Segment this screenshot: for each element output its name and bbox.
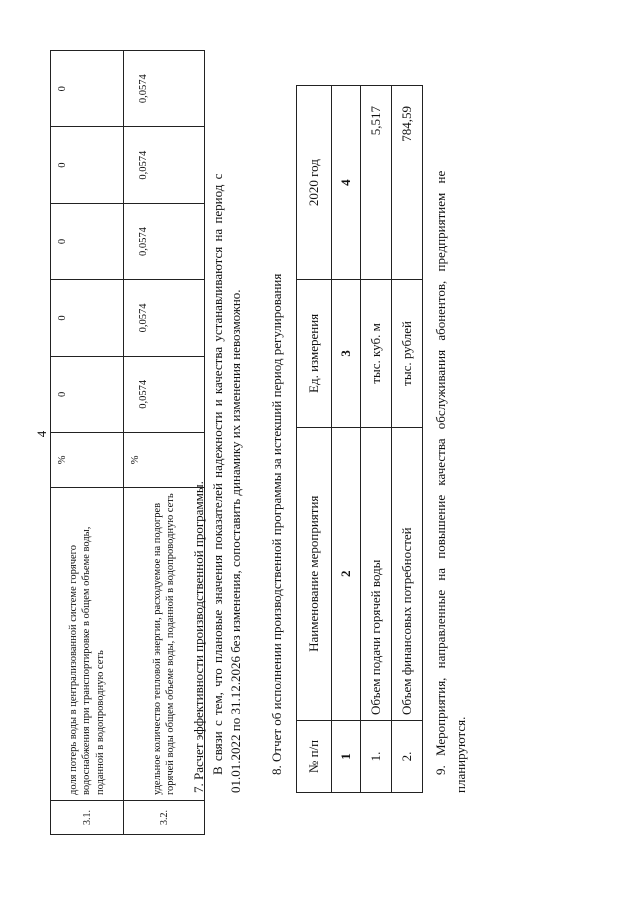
unit-cell: тыс. куб. м [361, 280, 392, 427]
row-number: 3.2. [124, 801, 205, 835]
indicator-name: удельное количество тепловой энергии, расходуемое на подогрев горячей воды общем объеме воды, поданной в водопроводную сеть [124, 487, 205, 800]
column-index-row [332, 86, 361, 793]
table-header-row [297, 86, 332, 793]
unit-cell: % [51, 433, 124, 488]
section-7-text-line-2: 01.01.2022 по 31.12.2026 без изменения, сопоставить динамику их изменения невозможно. [228, 289, 243, 793]
unit-cell: тыс. рублей [392, 280, 423, 427]
value-cell: 0 [51, 127, 124, 203]
column-index: 4 [332, 86, 361, 280]
column-header: Ед. измерения [297, 280, 332, 427]
value-cell: 0 [51, 203, 124, 279]
column-index: 1 [332, 720, 361, 792]
measure-name: Объем подачи горячей воды [361, 427, 392, 720]
column-header: № п/п [297, 720, 332, 792]
value-cell: 5,517 [361, 86, 392, 280]
section-7-text-line-1: В связи с тем, что плановые значения показателей надежности и качества устанавливаются на период с [210, 173, 225, 775]
column-header: Наименование мероприятия [297, 427, 332, 720]
section-9-text-line-2: планируются. [453, 716, 468, 793]
row-number: 2. [392, 720, 423, 792]
row-number: 1. [361, 720, 392, 792]
value-cell: 0 [51, 280, 124, 356]
value-cell: 0,0574 [124, 203, 205, 279]
section-9-text-line-1: 9. Мероприятия, направленные на повышение качества обслуживания абонентов, предприятием не [433, 170, 448, 775]
value-cell: 0,0574 [124, 51, 205, 127]
column-index: 2 [332, 427, 361, 720]
value-cell: 0 [51, 51, 124, 127]
column-index: 3 [332, 280, 361, 427]
measure-name: Объем финансовых потребностей [392, 427, 423, 720]
unit-cell: % [124, 433, 205, 488]
row-number: 3.1. [51, 801, 124, 835]
table-row [361, 86, 392, 793]
value-cell: 0,0574 [124, 280, 205, 356]
table-row [392, 86, 423, 793]
value-cell: 0 [51, 356, 124, 432]
value-cell: 784,59 [392, 86, 423, 280]
section-7-heading: 7. Расчет эффективности производственной программы. [191, 481, 206, 793]
column-header: 2020 год [297, 86, 332, 280]
indicator-name: доля потерь воды в централизованной системе горячего водоснабжения при транспортировке в общем объеме воды, поданной в водопроводную сеть [51, 487, 124, 800]
program-report-table [296, 85, 423, 793]
value-cell: 0,0574 [124, 127, 205, 203]
table-row [51, 51, 124, 835]
indicators-table-continuation [50, 50, 205, 835]
page-number: 4 [34, 430, 49, 438]
section-8-heading: 8. Отчет об исполнении производственной программы за истекший период регулирования [269, 273, 284, 775]
value-cell: 0,0574 [124, 356, 205, 432]
